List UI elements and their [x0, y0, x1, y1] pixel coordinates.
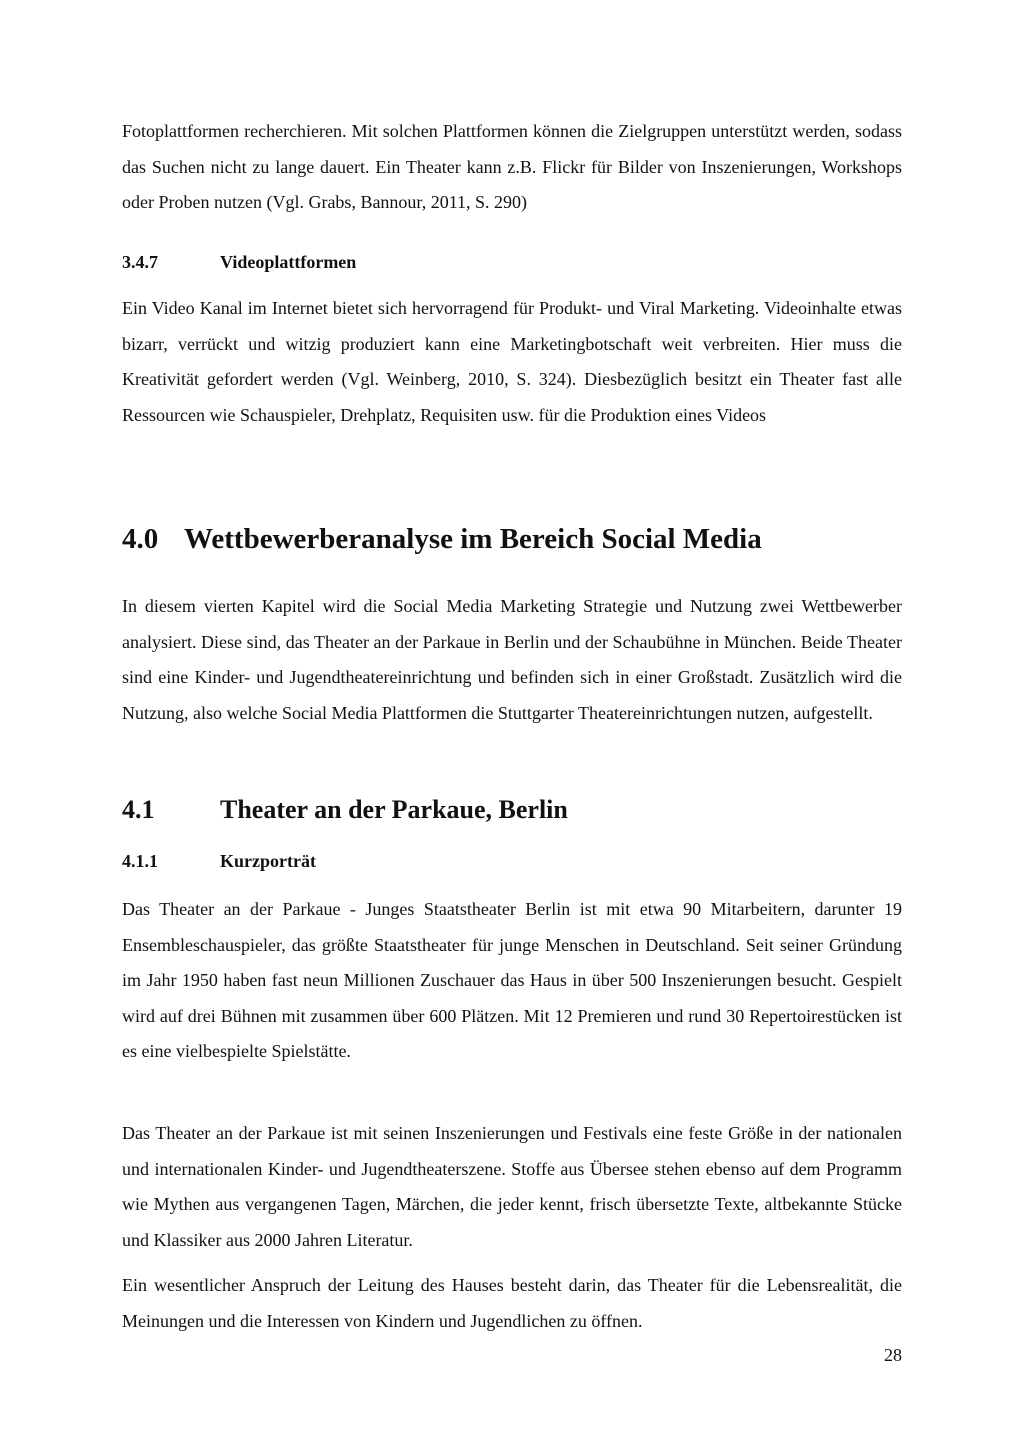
paragraph-portraet-2: Das Theater an der Parkaue ist mit seinen Inszenierungen und Festivals eine feste Größe in der nationalen und internationalen Kinder- und Jugendtheaterszene. Stoffe aus Übersee stehen ebenso auf dem Programm wie Mythen aus vergangenen Tagen, Märchen, die jeder kennt, frisch übersetzte Texte, altbekannte Stücke und Klassiker aus 2000 Jahren Literatur.	[122, 1123, 902, 1250]
heading-3-4-7	[122, 250, 356, 274]
paragraph-kapitel: In diesem vierten Kapitel wird die Social Media Marketing Strategie und Nutzung zwei Wettbewerber analysiert. Diese sind, das Theater an der Parkaue in Berlin und der Schaubühne in München. Beide Theater sind eine Kinder- und Jugendtheatereinrichtung und befinden sich in einer Großstadt. Zusätzlich wird die Nutzung, also welche Social Media Plattformen die Stuttgarter Theatereinrichtungen nutzen, aufgestellt.	[122, 596, 902, 723]
heading-4-1	[122, 793, 568, 827]
paragraph-fotoplattformen: Fotoplattformen recherchieren. Mit solchen Plattformen können die Zielgruppen unterstützt werden, sodass das Suchen nicht zu lange dauert. Ein Theater kann z.B. Flickr für Bilder von Inszenierungen, Workshops oder Proben nutzen (Vgl. Grabs, Bannour, 2011, S. 290)	[122, 121, 902, 212]
heading-4-1-1	[122, 849, 316, 873]
paragraph-portraet-3: Ein wesentlicher Anspruch der Leitung des Hauses besteht darin, das Theater für die Lebensrealität, die Meinungen und die Interessen von Kindern und Jugendlichen zu öffnen.	[122, 1275, 902, 1331]
heading-title: Kurzporträt	[220, 851, 316, 871]
heading-number: 4.1	[122, 795, 155, 824]
page-number: 28	[884, 1345, 902, 1365]
heading-title: Wettbewerberanalyse im Bereich Social Media	[184, 523, 762, 555]
heading-number: 4.1.1	[122, 851, 158, 871]
paragraph-video: Ein Video Kanal im Internet bietet sich hervorragend für Produkt- und Viral Marketing. Videoinhalte etwas bizarr, verrückt und witzig produziert kann eine Marketingbotschaft weit verbreiten. Hier muss die Kreativität gefordert werden (Vgl. Weinberg, 2010, S. 324). Diesbezüglich besitzt ein Theater fast alle Ressourcen wie Schauspieler, Drehplatz, Requisiten usw. für die Produktion eines Videos	[122, 298, 902, 425]
heading-title: Theater an der Parkaue, Berlin	[220, 795, 568, 824]
paragraph-portraet-1: Das Theater an der Parkaue - Junges Staatstheater Berlin ist mit etwa 90 Mitarbeitern, darunter 19 Ensembleschauspieler, das größte Staatstheater für junge Menschen in Deutschland. Seit seiner Gründung im Jahr 1950 haben fast neun Millionen Zuschauer das Haus in über 500 Inszenierungen besucht. Gespielt wird auf drei Bühnen mit zusammen über 600 Plätzen. Mit 12 Premieren und rund 30 Repertoirestücken ist es eine vielbespielte Spielstätte.	[122, 899, 902, 1061]
heading-title: Videoplattformen	[220, 252, 357, 272]
heading-number: 4.0	[122, 523, 159, 555]
heading-number: 3.4.7	[122, 252, 158, 272]
heading-4-0	[122, 521, 762, 557]
